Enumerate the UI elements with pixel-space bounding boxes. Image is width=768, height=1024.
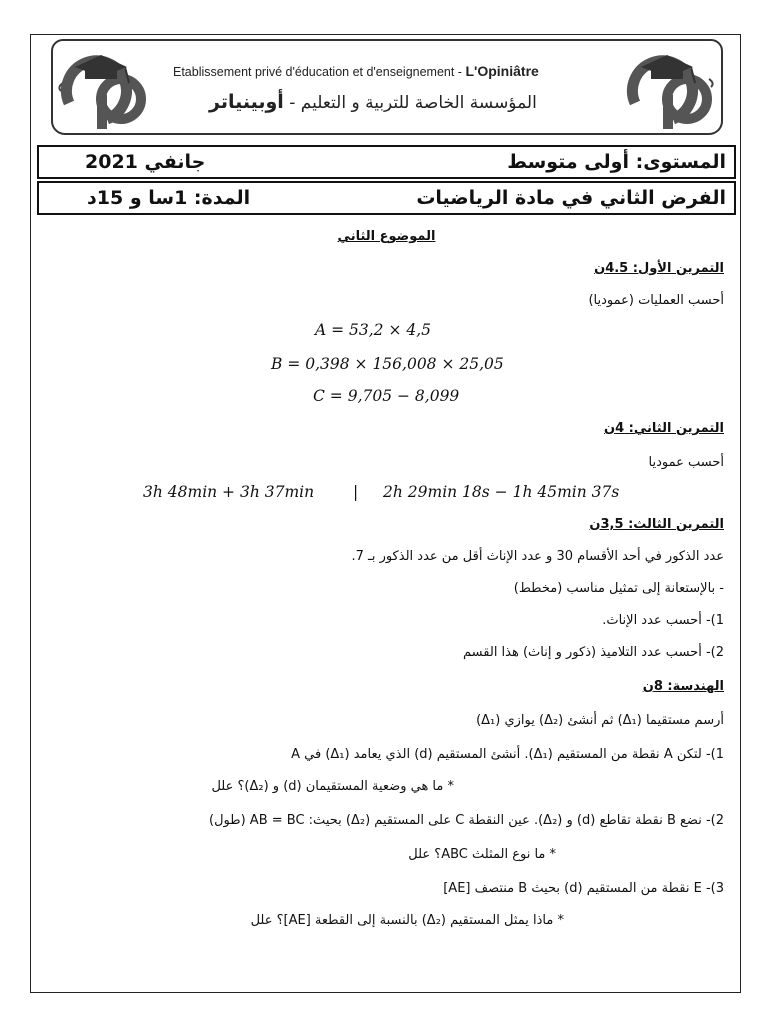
exercise-3-hint: - بالإستعانة إلى تمثيل مناسب (مخطط) [513, 581, 724, 596]
exercise-2-instruction: أحسب عموديا [648, 455, 724, 470]
time-operation-1: 3h 48min + 3h 37min [143, 483, 315, 501]
banner-french-line: Etablissement privé d'éducation et d'enseignement - L'Opiniâtre [173, 63, 539, 79]
geometry-intro: أرسم مستقيما (Δ₁) ثم أنشئ (Δ₂) يوازي (Δ₁) [476, 713, 724, 728]
level-label: المستوى: أولى متوسط [507, 151, 726, 173]
date-label: جانفي 2021 [85, 151, 206, 173]
geometry-question-3a: * ماذا يمثل المستقيم (Δ₂) بالنسبة إلى القطعة [AE]؟ علل [250, 913, 564, 928]
exercise-2-title: التمرين الثاني: 4ن [604, 421, 724, 436]
geometry-question-3: 3)- E نقطة من المستقيم (d) بحيث B منتصف [AE] [443, 881, 724, 896]
brand-name-ar: أوبينياتر [209, 91, 284, 113]
geometry-title: الهندسة: 8ن [642, 679, 724, 694]
exam-page [30, 34, 741, 993]
exercise-3-question-2: 2)- أحسب عدد التلاميذ (ذكور و إناث) هذا القسم [463, 645, 724, 660]
expression-b: B = 0,398 × 156,008 × 25,05 [271, 355, 504, 373]
exercise-3-title: التمرين الثالث: 3,5ن [589, 517, 724, 532]
exercise-1-title: التمرين الأول: 4.5ن [594, 261, 724, 276]
operation-separator: | [353, 483, 359, 501]
exercise-3-statement: عدد الذكور في أحد الأقسام 30 و عدد الإناث أقل من عدد الذكور بـ 7. [351, 549, 724, 564]
brand-name-fr: L'Opiniâtre [465, 63, 539, 79]
exam-title: الفرض الثاني في مادة الرياضيات [416, 187, 726, 209]
exercise-3-question-1: 1)- أحسب عدد الإناث. [602, 613, 724, 628]
geometry-question-2: 2)- نضع B نقطة تقاطع (d) و (Δ₂). عين النقطة C على المستقيم (Δ₂) بحيث: AB = BC (طول) [209, 813, 724, 828]
topic-title: الموضوع الثاني [337, 229, 436, 244]
header-row-level [37, 145, 736, 179]
banner-arabic-line: المؤسسة الخاصة للتربية و التعليم - أوبينياتر [209, 91, 537, 113]
expression-a: A = 53,2 × 4,5 [315, 321, 432, 339]
header-row-title [37, 181, 736, 215]
school-logo-right [621, 47, 717, 131]
geometry-question-1: 1)- لتكن A نقطة من المستقيم (Δ₁). أنشئ المستقيم (d) الذي يعامد (Δ₁) في A [291, 747, 724, 762]
school-banner [51, 39, 723, 135]
expression-c: C = 9,705 − 8,099 [313, 387, 460, 405]
exercise-1-instruction: أحسب العمليات (عموديا) [588, 293, 724, 308]
duration-label: المدة: 1سا و 15د [87, 187, 251, 209]
geometry-question-2a: * ما نوع المثلث ABC؟ علل [408, 847, 556, 862]
geometry-question-1a: * ما هي وضعية المستقيمان (d) و (Δ₂)؟ علل [211, 779, 454, 794]
time-operation-2: 2h 29min 18s − 1h 45min 37s [383, 483, 620, 501]
school-logo-left [55, 47, 151, 131]
